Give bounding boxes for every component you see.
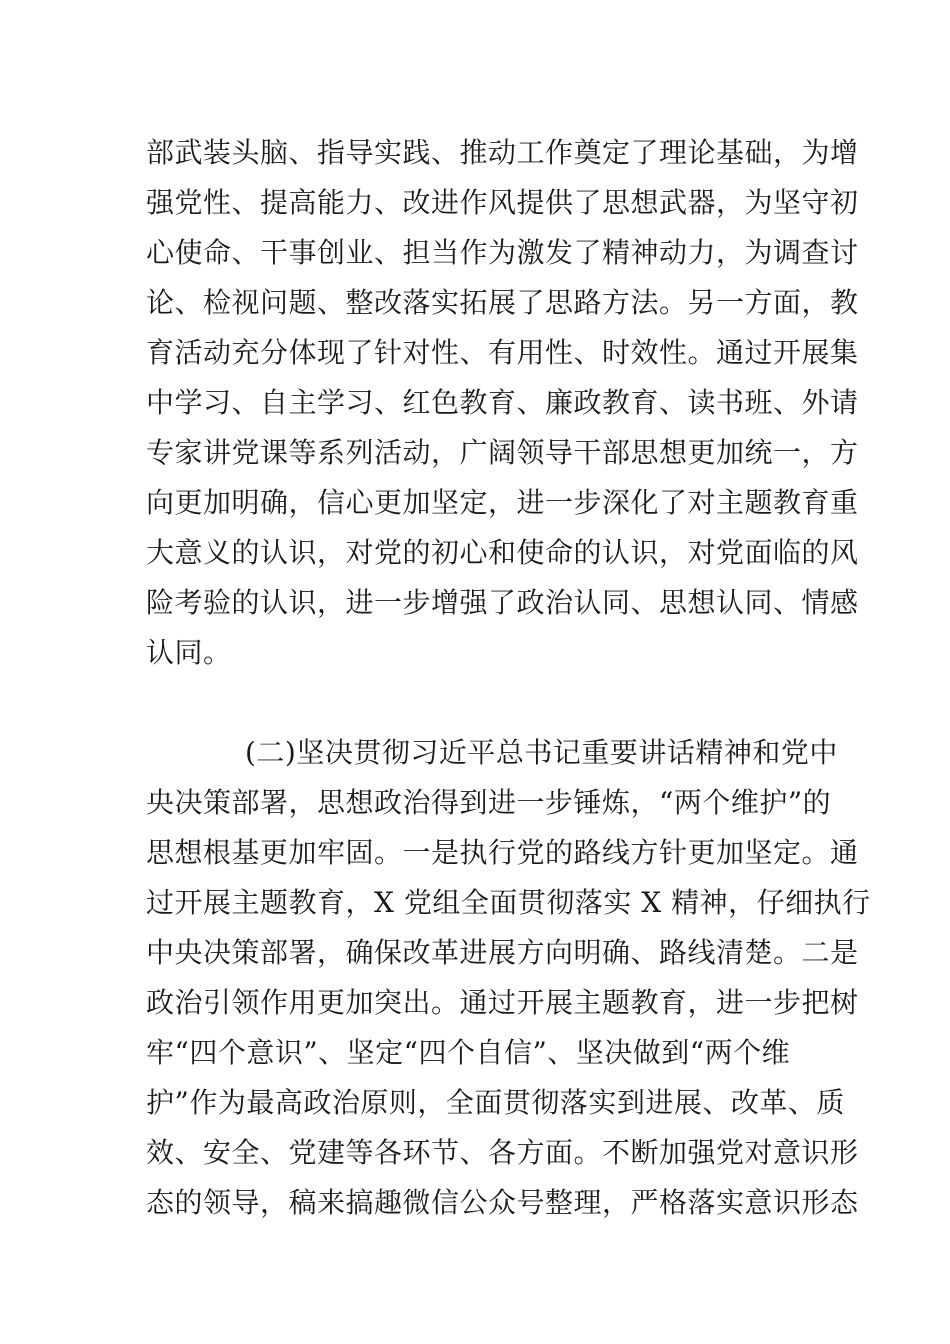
paragraph-2-line-8: 护”作为最高政治原则，全面贯彻落实到进展、改革、质 — [146, 1086, 845, 1119]
paragraph-1-line-4: 论、检视问题、整改落实拓展了思路方法。另一方面，教 — [146, 286, 859, 319]
paragraph-1-line-5: 育活动充分体现了针对性、有用性、时效性。通过开展集 — [146, 336, 859, 369]
paragraph-2-line-2: 央决策部署，思想政治得到进一步锤炼，“两个维护”的 — [146, 786, 832, 819]
paragraph-1-line-2: 强党性、提高能力、改进作风提供了思想武器，为坚守初 — [146, 186, 859, 219]
paragraph-1-line-1: 部武装头脑、指导实践、推动工作奠定了理论基础，为增 — [146, 136, 859, 169]
paragraph-1-line-11: 认同。 — [146, 636, 232, 669]
paragraph-1-line-10: 险考验的认识，进一步增强了政治认同、思想认同、情感 — [146, 586, 859, 619]
paragraph-2-line-7: 牢“四个意识”、坚定“四个自信”、坚决做到“两个维 — [146, 1036, 791, 1069]
paragraph-1-line-7: 专家讲党课等系列活动，广阔领导干部思想更加统一，方 — [146, 436, 859, 469]
paragraph-2-line-4: 过开展主题教育，X 党组全面贯彻落实 X 精神，仔细执行 — [146, 886, 871, 919]
paragraph-1-line-8: 向更加明确，信心更加坚定，进一步深化了对主题教育重 — [146, 486, 859, 519]
paragraph-2-line-1: (二)坚决贯彻习近平总书记重要讲话精神和党中 — [245, 736, 838, 769]
paragraph-2-line-9: 效、安全、党建等各环节、各方面。不断加强党对意识形 — [146, 1136, 859, 1169]
paragraph-2-line-5: 中央决策部署，确保改革进展方向明确、路线清楚。二是 — [146, 936, 859, 969]
paragraph-1-line-9: 大意义的认识，对党的初心和使命的认识，对党面临的风 — [146, 536, 859, 569]
paragraph-1-line-6: 中学习、自主学习、红色教育、廉政教育、读书班、外请 — [146, 386, 859, 419]
paragraph-2-line-10: 态的领导，稿来搞趣微信公众号整理，严格落实意识形态 — [146, 1186, 859, 1219]
paragraph-2-line-3: 思想根基更加牢固。一是执行党的路线方针更加坚定。通 — [146, 836, 859, 869]
paragraph-1-line-3: 心使命、干事创业、担当作为激发了精神动力，为调查讨 — [146, 236, 859, 269]
paragraph-2-line-6: 政治引领作用更加突出。通过开展主题教育，进一步把树 — [146, 986, 859, 1019]
